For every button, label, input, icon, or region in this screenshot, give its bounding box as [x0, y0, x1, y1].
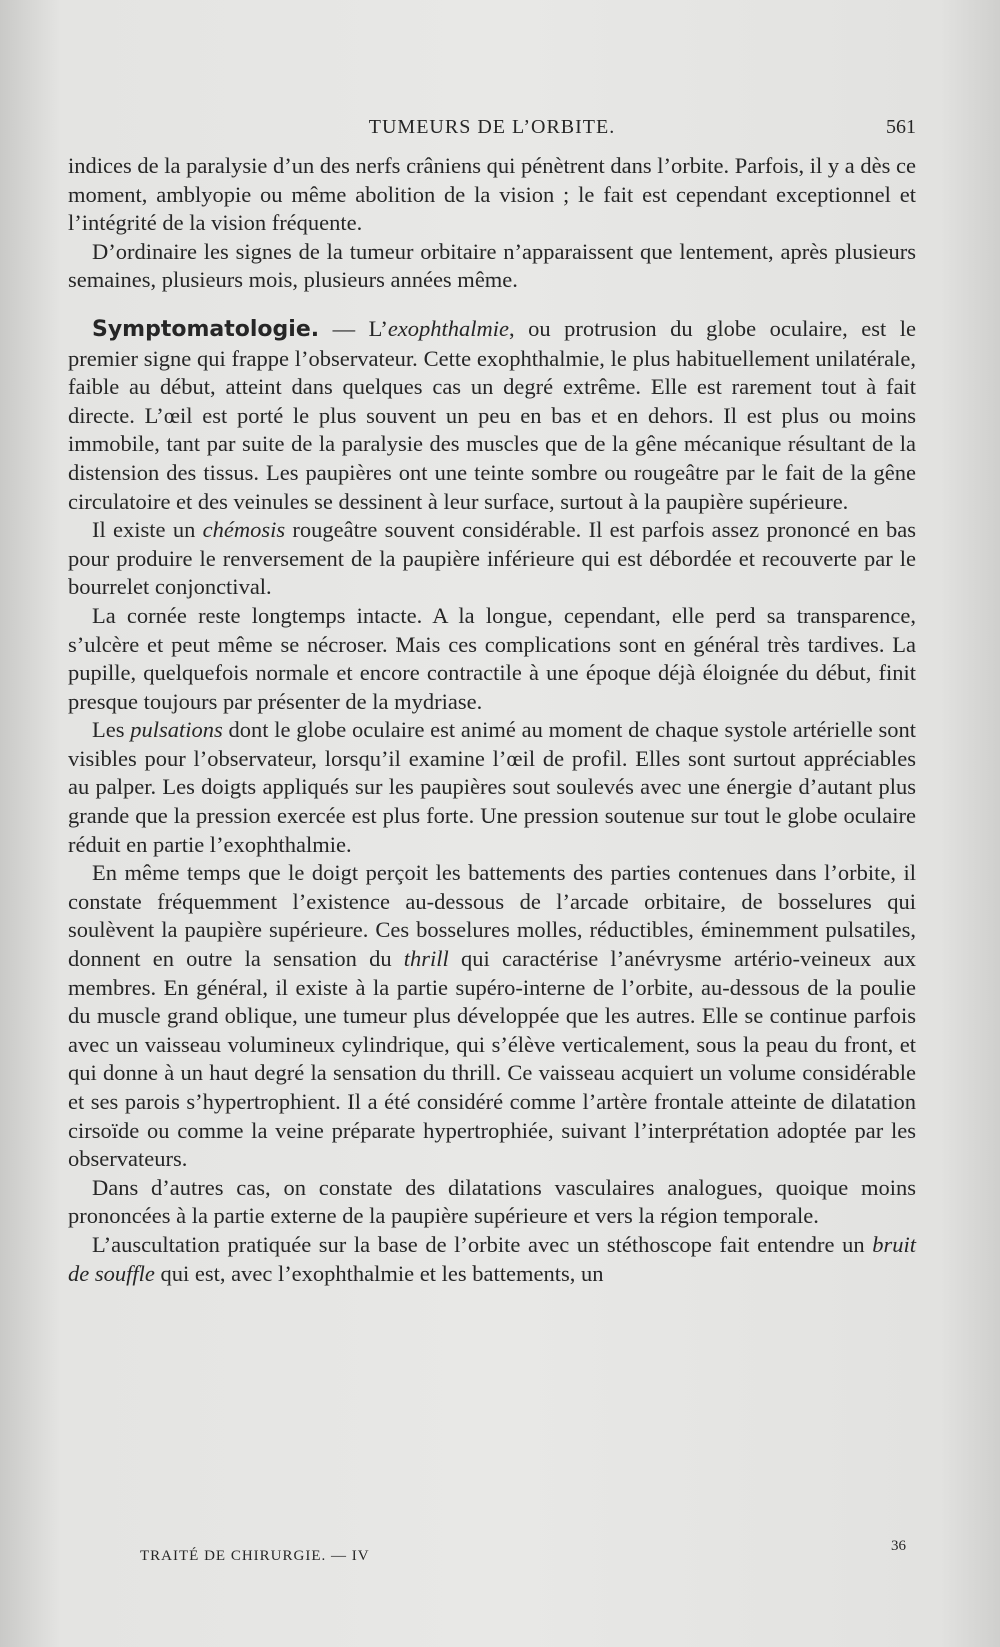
italic-term: chémosis — [202, 517, 286, 543]
page-number: 561 — [886, 116, 916, 138]
paragraph-text: qui est, avec l’exophthalmie et les battements, un — [154, 1260, 604, 1286]
paragraph-text: La cornée reste longtemps intacte. A la longue, cependant, elle perd sa transparence, s’ulcère et peut même se nécroser. Mais ces complications sont en général très tardives. La pupille, quelquefois normale et encore contractile à une époque déjà éloignée du début, finit presque toujours par présenter de la mydriase. — [68, 602, 916, 714]
page-footer — [68, 1538, 916, 1578]
paragraph — [68, 1231, 916, 1288]
paragraph-text: Il existe un — [92, 517, 203, 543]
running-head — [68, 116, 916, 146]
italic-term: exophthalmie — [387, 315, 510, 341]
italic-term: bruit de souffle — [68, 1231, 916, 1286]
section-heading: Symptomatologie. — [92, 316, 320, 342]
paragraph — [68, 152, 916, 238]
signature-mark: 36 — [891, 1538, 906, 1554]
paragraph-text: rougeâtre souvent considérable. Il est parfois assez prononcé en bas pour produire le renversement de la paupière inférieure qui est débordée et recouverte par le bourrelet conjonctival. — [68, 517, 916, 600]
body-text — [68, 152, 916, 1288]
paragraph — [68, 238, 916, 295]
footer-book-title: TRAITÉ DE CHIRURGIE. — IV — [140, 1548, 370, 1564]
italic-term: pulsations — [130, 717, 223, 743]
paragraph-text: Les — [92, 717, 131, 743]
paragraph-text: Dans d’autres cas, on constate des dilatations vasculaires analogues, quoique moins prononcées à la partie externe de la paupière supérieure et vers la région temporale. — [68, 1174, 916, 1229]
paragraph — [68, 516, 916, 602]
paragraph — [68, 716, 916, 859]
italic-term: thrill — [403, 946, 449, 972]
running-title: TUMEURS DE L’ORBITE. — [368, 116, 616, 138]
paragraph-text: D’ordinaire les signes de la tumeur orbitaire n’apparaissent que lentement, après plusieurs semaines, plusieurs mois, plusieurs années même. — [68, 238, 916, 293]
paragraph-text: qui caractérise l’anévrysme artério-veineux aux membres. En général, il existe à la partie supéro-interne de l’orbite, au-dessous de la poulie du muscle grand oblique, une tumeur plus développée que les autres. Elle se continue parfois avec un vaisseau volumineux cylindrique, qui s’élève verticalement, sous la peau du front, et qui donne à un haut degré la sensation du thrill. Ce vaisseau acquiert un volume considérable et ses parois s’hypertrophient. Il a été considéré comme l’artère frontale atteinte de dilatation cirsoïde ou comme la veine préparate hypertrophiée, suivant l’interprétation adoptée par les observateurs. — [68, 946, 916, 1172]
paragraph — [68, 315, 916, 516]
paragraph — [68, 859, 916, 1174]
paragraph-text: dont le globe oculaire est animé au moment de chaque systole artérielle sont visibles pour l’observateur, lorsqu’il examine l’œil de profil. Elles sont surtout appréciables au palper. Les doigts appliqués sur les paupières sout soulevés avec une énergie d’autant plus grande que la pression exercée est plus forte. Une pression soutenue sur tout le globe oculaire réduit en partie l’exophthalmie. — [68, 717, 916, 857]
paragraph-text: En même temps que le doigt perçoit les battements des parties contenues dans l’orbite, il constate fréquemment l’existence au-dessous de l’arcade orbitaire, de bosselures qui soulèvent la paupière supérieure. Ces bosselures molles, réductibles, éminemment pulsatiles, donnent en outre la sensation du — [68, 860, 916, 972]
paragraph — [68, 602, 916, 716]
paragraph-text: — L’ — [319, 315, 388, 341]
paragraph-text: indices de la paralysie d’un des nerfs crâniens qui pénètrent dans l’orbite. Parfois, il y a dès ce moment, amblyopie ou même abolition de la vision ; le fait est cependant exceptionnel et l’intégrité de la vision fréquente. — [68, 153, 916, 236]
paragraph — [68, 1174, 916, 1231]
paragraph-text: L’auscultation pratiquée sur la base de l’orbite avec un stéthoscope fait entendre un — [92, 1231, 873, 1257]
paragraph-text: , ou protrusion du globe oculaire, est le premier signe qui frappe l’observateur. Cette exophthalmie, le plus habituellement unilatérale, faible au début, atteint dans quelques cas un degré extrême. Elle est rarement tout à fait directe. L’œil est porté le plus souvent un peu en bas et en dehors. Il est plus ou moins immobile, tant par suite de la paralysie des muscles que de la gêne mécanique résultant de la distension des tissus. Les paupières ont une teinte sombre ou rougeâtre par le fait de la gêne circulatoire et des veinules se dessinent à leur surface, surtout à la paupière supérieure. — [68, 315, 916, 514]
